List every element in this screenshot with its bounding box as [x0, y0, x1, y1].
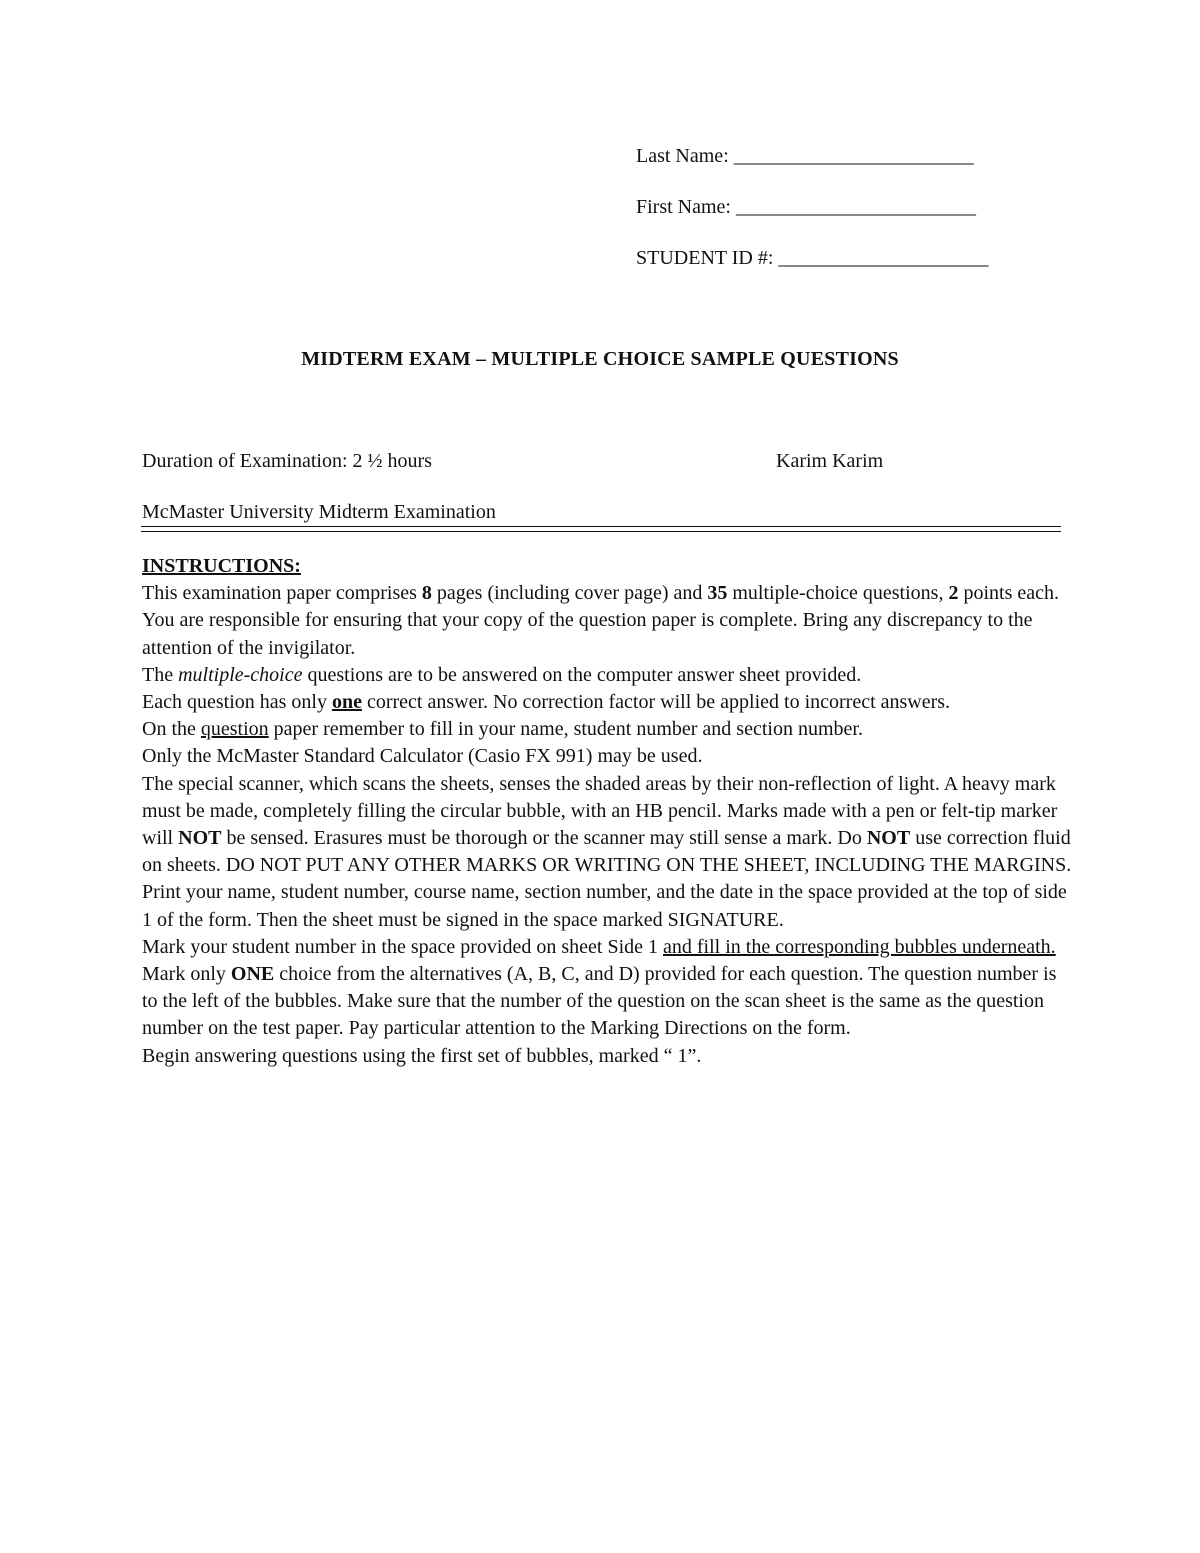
emphasis: NOT: [178, 827, 222, 850]
instructions-heading: INSTRUCTIONS:: [142, 555, 301, 577]
text: points each. You are responsible for ensuring that your copy of the question paper is complete. Bring any discrepancy to the attention of the invigilator.: [142, 582, 1059, 659]
text: questions are to be answered on the computer answer sheet provided.: [302, 663, 862, 686]
last-name-field: Last Name: ________________________: [636, 145, 974, 167]
divider-top: [141, 526, 1061, 527]
text: paper remember to fill in your name, student number and section number.: [268, 718, 863, 741]
text: multiple-choice questions,: [727, 582, 949, 605]
text: This examination paper comprises: [142, 582, 422, 605]
text: pages (including cover page) and: [431, 582, 708, 605]
text: Mark your student number in the space provided on sheet Side 1: [142, 935, 663, 958]
text: choice from the alternatives (A, B, C, and D) provided for each question. The question number is to the left of the bubbles. Make sure that the number of the question on the scan sheet is the same as the question number on the test paper. Pay particular attention to the Marking Directions on the form.: [142, 963, 1057, 1040]
instruction-print-name: Print your name, student number, course name, section number, and the date in the space provided at the top of side 1 of the form. Then the sheet must be signed in the space marked SIGNATURE.: [142, 881, 1067, 931]
question-count: 35: [707, 582, 728, 605]
instruction-student-number: [142, 934, 1072, 961]
instruction-calculator: Only the McMaster Standard Calculator (Casio FX 991) may be used.: [142, 745, 703, 768]
emphasis: and fill in the corresponding bubbles underneath.: [663, 935, 1056, 958]
emphasis: NOT: [866, 827, 911, 850]
text: On the: [142, 718, 201, 741]
emphasis: one: [331, 691, 362, 714]
instructions-block: [142, 553, 1072, 1070]
exam-title: MIDTERM EXAM – MULTIPLE CHOICE SAMPLE QUESTIONS: [301, 348, 899, 370]
emphasis: multiple-choice: [178, 663, 303, 686]
exam-author: Karim Karim: [776, 450, 884, 472]
university-line: McMaster University Midterm Examination: [142, 501, 496, 523]
text: Each question has only: [142, 691, 332, 714]
text: The: [142, 663, 179, 686]
student-id-field: STUDENT ID #: _____________________: [636, 247, 989, 269]
page-count: 8: [421, 582, 432, 605]
divider-bottom: [141, 531, 1061, 532]
emphasis: ONE: [230, 963, 275, 986]
instruction-answer-sheet: [142, 662, 1072, 689]
instruction-scanner: [142, 771, 1072, 880]
points-each: 2: [948, 582, 959, 605]
text: use correction fluid on sheets. DO NOT PUT ANY OTHER MARKS OR WRITING ON THE SHEET, INCLUDING THE MARGINS.: [142, 827, 1072, 877]
instruction-one-answer: [142, 689, 1072, 716]
instruction-begin: Begin answering questions using the first set of bubbles, marked “ 1”.: [142, 1044, 702, 1067]
exam-duration: Duration of Examination: 2 ½ hours: [142, 450, 432, 472]
emphasis: question: [200, 718, 269, 741]
text: The special scanner, which scans the sheets, senses the shaded areas by their non-reflection of light. A heavy mark must be made, completely filling the circular bubble, with an HB pencil. Marks made with a pen or felt-tip marker will: [142, 772, 1058, 850]
instruction-fill-name: [142, 716, 1072, 743]
text: correct answer. No correction factor will be applied to incorrect answers.: [361, 691, 951, 714]
first-name-field: First Name: ________________________: [636, 196, 976, 218]
instruction-one-choice: [142, 961, 1072, 1043]
instruction-pages: [142, 580, 1072, 662]
text: Mark only: [142, 963, 231, 986]
text: be sensed. Erasures must be thorough or the scanner may still sense a mark. Do: [221, 827, 867, 850]
